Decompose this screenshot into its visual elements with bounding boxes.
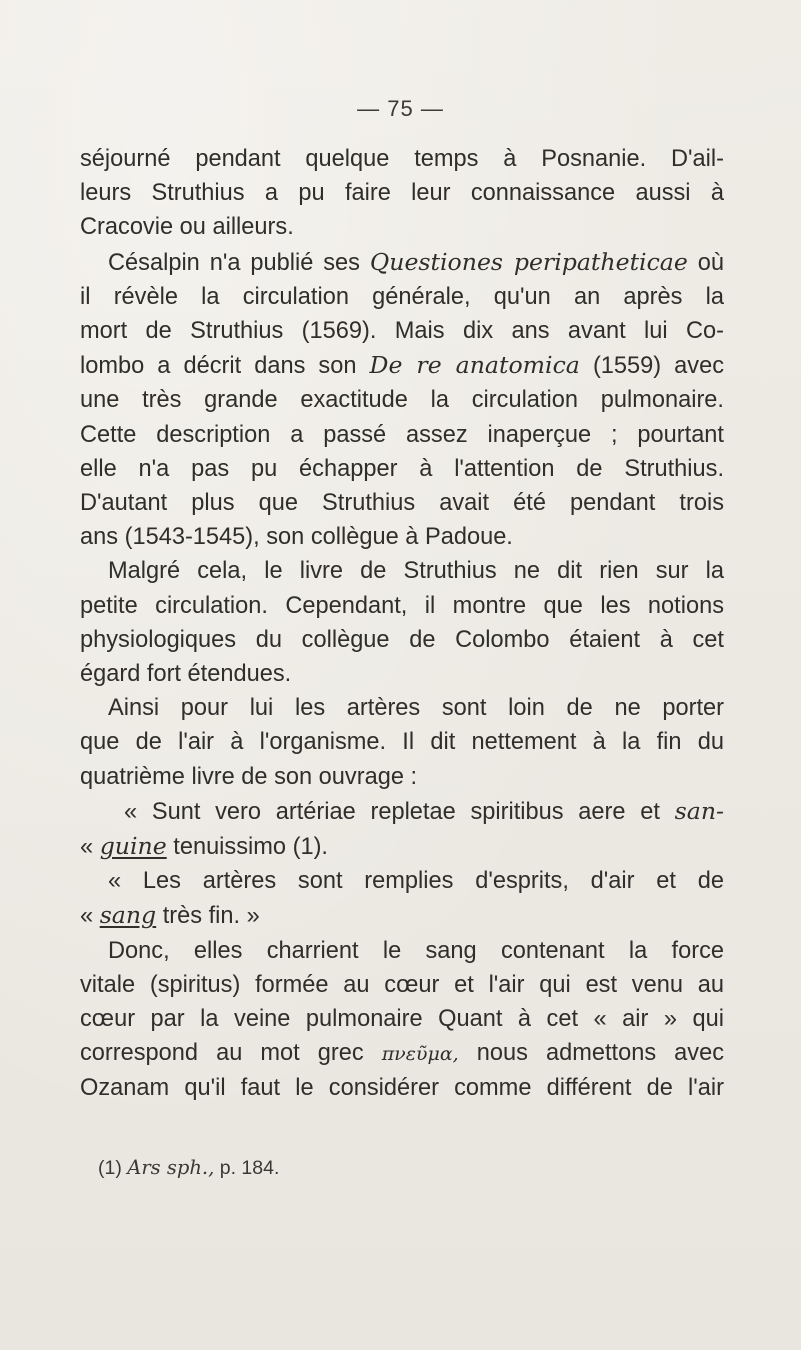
text-line bbox=[80, 623, 724, 657]
text-span: nous admettons avec bbox=[476, 1040, 724, 1067]
text-span: que de l'air à l'organisme. Il dit nettement à la fin du bbox=[80, 729, 724, 756]
text-line bbox=[80, 348, 724, 383]
text-line bbox=[80, 589, 724, 623]
text-span: physiologiques du collègue de Colombo étaient à cet bbox=[80, 626, 724, 653]
text-span: mort de Struthius (1569). Mais dix ans avant lui Co- bbox=[80, 318, 724, 345]
text-line bbox=[80, 691, 724, 725]
text-line bbox=[80, 520, 724, 554]
text-span: correspond au mot grec bbox=[80, 1040, 364, 1067]
footnote-title: Ars sph., bbox=[127, 1156, 215, 1179]
page-number: — 75 — bbox=[357, 96, 444, 121]
quote-line bbox=[80, 829, 724, 864]
text-span: tenuissimo (1). bbox=[173, 834, 328, 861]
quote-emphasis: sang bbox=[99, 901, 157, 930]
text-span: une très grande exactitude la circulation pulmonaire. bbox=[80, 387, 724, 414]
text-span: vitale (spiritus) formée au cœur et l'air qui est venu au bbox=[80, 971, 724, 998]
text-line bbox=[80, 1071, 724, 1105]
text-span: il révèle la circulation générale, qu'un an après la bbox=[80, 283, 724, 310]
text-span: D'autant plus que Struthius avait été pendant trois bbox=[80, 490, 724, 517]
text-span: (1559) avec bbox=[592, 353, 725, 380]
footnote bbox=[98, 1156, 279, 1180]
book-title: Questiones peripatheticae bbox=[369, 247, 688, 276]
text-line bbox=[80, 657, 724, 691]
text-span: Ainsi pour lui les artères sont loin de ne porter bbox=[108, 695, 724, 722]
text-span: « Sunt vero artériae repletae spiritibus aere et bbox=[124, 798, 660, 825]
body-text bbox=[80, 142, 724, 1106]
text-span: ans (1543-1545), son collègue à Padoue. bbox=[80, 524, 513, 551]
footnote-marker: (1) bbox=[98, 1157, 122, 1179]
text-line bbox=[80, 1002, 724, 1036]
book-title: De re anatomica bbox=[369, 351, 580, 380]
text-line bbox=[80, 934, 724, 968]
text-span: Cracovie ou ailleurs. bbox=[80, 214, 294, 241]
text-line bbox=[80, 452, 724, 486]
text-span: où bbox=[697, 249, 725, 276]
text-span: lombo a décrit dans son bbox=[80, 353, 357, 380]
text-span: Malgré cela, le livre de Struthius ne dit rien sur la bbox=[108, 558, 724, 585]
text-line bbox=[80, 1036, 724, 1071]
text-line bbox=[80, 486, 724, 520]
text-line bbox=[80, 383, 724, 417]
text-span: petite circulation. Cependant, il montre que les notions bbox=[80, 592, 724, 619]
text-span: Cette description a passé assez inaperçue ; pourtant bbox=[80, 421, 724, 448]
quote-line bbox=[80, 794, 724, 829]
text-line bbox=[80, 725, 724, 759]
text-span: cœur par la veine pulmonaire Quant à cet « air » qui bbox=[80, 1006, 724, 1033]
text-span: séjourné pendant quelque temps à Posnanie. D'ail- bbox=[80, 146, 724, 172]
text-span: « bbox=[80, 834, 94, 861]
text-span: elle n'a pas pu échapper à l'attention de Struthius. bbox=[80, 455, 724, 482]
text-span: égard fort étendues. bbox=[80, 661, 292, 688]
text-span: Donc, elles charrient le sang contenant la force bbox=[108, 937, 724, 964]
text-span: « Les artères sont remplies d'esprits, d'air et de bbox=[108, 868, 724, 895]
text-line bbox=[80, 176, 724, 210]
quote-line bbox=[80, 898, 724, 933]
text-span: très fin. » bbox=[162, 903, 260, 930]
text-span: Césalpin n'a publié ses bbox=[108, 249, 360, 276]
text-line bbox=[80, 968, 724, 1002]
text-line bbox=[80, 280, 724, 314]
footnote-page: p. 184. bbox=[219, 1157, 280, 1179]
text-span: « bbox=[80, 903, 94, 930]
text-line bbox=[80, 245, 724, 280]
text-line bbox=[80, 142, 724, 176]
text-span: Ozanam qu'il faut le considérer comme différent de l'air bbox=[80, 1075, 724, 1102]
text-line bbox=[80, 210, 724, 244]
text-line bbox=[80, 418, 724, 452]
quote-emphasis: san- bbox=[674, 796, 724, 825]
quote-emphasis: guine bbox=[99, 832, 167, 861]
text-line bbox=[80, 554, 724, 588]
quote-line bbox=[80, 864, 724, 898]
text-span: quatrième livre de son ouvrage : bbox=[80, 763, 418, 790]
greek-word: πνεῦμα, bbox=[381, 1043, 459, 1066]
text-line bbox=[80, 760, 724, 794]
text-span: leurs Struthius a pu faire leur connaissance aussi à bbox=[80, 180, 724, 207]
text-line bbox=[80, 314, 724, 348]
